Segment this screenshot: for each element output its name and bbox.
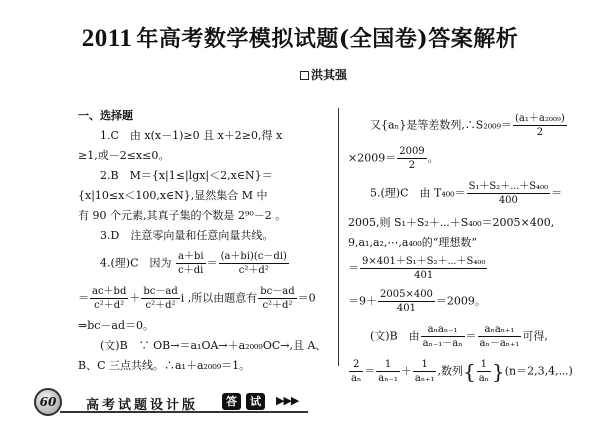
right-line-1-text: 又{aₙ}是等差数列,∴S₂₀₀₉＝ — [370, 118, 512, 132]
answer-4-line-1 — [78, 250, 330, 277]
fraction — [258, 285, 296, 312]
page-number-badge: 60 — [34, 388, 62, 416]
answer-5-intro: 5.(理)C 由 T₄₀₀＝ — [370, 186, 466, 200]
answer-5-wen-end: 可得, — [522, 329, 548, 343]
answer-4-line-3: ⇒bc－ad＝0。 — [78, 319, 155, 332]
index-range: (n＝2,3,4,⋯) — [504, 364, 573, 378]
answer-5-result: ＝2009。 — [435, 294, 486, 308]
sequence-label: ,数列 — [437, 364, 463, 378]
numerator: aₙaₙ₊₁ — [478, 323, 522, 337]
denominator: aₙ — [478, 373, 489, 384]
fraction — [397, 145, 426, 172]
column-divider — [338, 108, 339, 366]
denominator: c²＋d² — [145, 300, 176, 311]
answer-1-line-1: 1.C 由 x(x－1)≥0 且 x＋2≥0,得 x — [100, 129, 283, 142]
fraction — [90, 285, 128, 312]
fraction — [478, 323, 522, 350]
answer-4-wen-line-2: B、C 三点共线。∴a₁＋a₂₀₀₉＝1。 — [78, 359, 251, 372]
fraction — [176, 250, 206, 277]
denominator: aₙ－aₙ₊₁ — [479, 338, 520, 349]
fraction — [141, 285, 179, 312]
answer-2-line-1: 2.B M＝{x|1≤|lgx|＜2,x∈N}＝ — [100, 169, 273, 182]
answer-3-line: 3.D 注意零向量和任意向量共线。 — [100, 229, 274, 242]
plus-sign: ＋ — [400, 364, 412, 378]
answer-5-wen-intro: (文)B 由 — [370, 329, 420, 343]
right-line-2-end: 。 — [427, 151, 439, 165]
denominator: 400 — [498, 195, 518, 206]
numerator: bc－ad — [260, 286, 295, 297]
fraction — [477, 358, 491, 385]
answer-5-line-4 — [348, 255, 600, 282]
right-line-1 — [348, 112, 600, 139]
answer-5-line-3: 9,a₁,a₂,⋯,a₄₀₀的“理想数” — [348, 236, 477, 249]
title-year: 2011 — [81, 25, 133, 52]
left-brace-icon: { — [462, 359, 476, 384]
numerator: 2 — [349, 358, 363, 372]
denominator: aₙ₋₁ — [378, 373, 398, 384]
title-text: 年高考数学模拟试题(全国卷)答案解析 — [136, 26, 519, 52]
denominator: 401 — [396, 303, 416, 314]
answer-2-line-3: 有 90 个元素,其真子集的个数是 2⁹⁰－2 。 — [78, 209, 287, 222]
answer-4-line-2 — [78, 285, 330, 312]
answer-4-middle-text: i ,所以由题意有 — [180, 291, 258, 305]
numerator: 1 — [376, 358, 400, 372]
numerator: 1 — [413, 358, 437, 372]
numerator: 1 — [477, 358, 491, 372]
fraction — [360, 255, 487, 282]
answer-5-nine-plus: ＝9＋ — [348, 294, 377, 308]
numerator: 2005×400 — [380, 289, 433, 300]
denominator: c²＋d² — [94, 300, 125, 311]
denominator: aₙ₋₁－aₙ — [422, 338, 463, 349]
footer-stamp-shi: 试 — [246, 393, 265, 410]
answer-4-end: ＝0 — [297, 291, 316, 305]
denominator: c＋di — [178, 265, 204, 276]
fraction — [376, 358, 400, 385]
section-heading: 一、选择题 — [78, 109, 133, 122]
denominator: aₙ₊₁ — [414, 373, 435, 384]
numerator: bc－ad — [143, 286, 178, 297]
answer-2-line-2: {x|10≤x＜100,x∈N},显然集合 M 中 — [78, 189, 268, 202]
numerator: S₁＋S₂＋⋯＋S₄₀₀ — [468, 181, 549, 192]
author-name: 洪其强 — [311, 68, 348, 82]
numerator: 2009 — [399, 146, 425, 157]
footer-stamp-da: 答 — [222, 393, 241, 410]
footer-series-text: 高考试题设计版 — [86, 398, 199, 413]
denominator: c²＋d² — [262, 300, 293, 311]
denominator: aₙ — [351, 373, 362, 384]
answer-5-wen-line-2 — [348, 358, 600, 385]
answer-4-wen-line-1: (文)B ∵ OB→＝a₁OA→＋a₂₀₀₉OC→,且 A、 — [100, 339, 327, 352]
denominator: 2 — [536, 127, 544, 138]
right-line-2 — [348, 145, 600, 172]
fraction — [413, 358, 437, 385]
fraction — [349, 358, 363, 385]
denominator: c²＋d² — [238, 265, 269, 276]
page-title — [0, 22, 600, 53]
right-line-2-text: ×2009＝ — [348, 151, 397, 165]
equals-sign: ＝ — [206, 256, 218, 270]
footer-arrows-icon: ▶▶▶ — [276, 394, 299, 407]
denominator: 2 — [408, 160, 416, 171]
answer-1-line-2: ≥1,或－2≤x≤0。 — [78, 149, 170, 162]
equals-sign: ＝ — [364, 364, 376, 378]
answer-5-line-1 — [348, 180, 600, 207]
plus-sign: ＋ — [129, 291, 141, 305]
equals-sign: ＝ — [465, 329, 477, 343]
numerator: 9×401＋S₁＋S₂＋⋯＋S₄₀₀ — [362, 256, 486, 267]
left-column — [78, 106, 330, 376]
fraction — [513, 112, 567, 139]
fraction — [467, 180, 551, 207]
answer-4-intro: 4.(理)C 因为 — [100, 256, 172, 270]
numerator: ac＋bd — [92, 286, 127, 297]
answer-5-line-2: 2005,则 S₁＋S₂＋⋯＋S₄₀₀＝2005×400, — [348, 216, 555, 229]
fraction — [421, 323, 465, 350]
equals-sign: ＝ — [78, 291, 89, 305]
right-brace-icon: } — [491, 359, 505, 384]
numerator: (a＋bi)(c－di) — [220, 251, 287, 262]
equals-sign: ＝ — [551, 186, 563, 200]
author-line — [300, 66, 347, 83]
equals-sign: ＝ — [348, 261, 359, 275]
numerator: a＋bi — [178, 251, 204, 262]
answer-5-wen-line-1 — [348, 323, 600, 350]
right-column — [348, 112, 600, 385]
denominator: 401 — [414, 270, 434, 281]
fraction — [219, 250, 289, 277]
numerator: (a₁＋a₂₀₀₉) — [514, 113, 565, 124]
answer-5-line-5 — [348, 288, 600, 315]
fraction — [378, 288, 435, 315]
author-box-icon — [300, 71, 309, 80]
numerator: aₙaₙ₋₁ — [421, 323, 465, 337]
